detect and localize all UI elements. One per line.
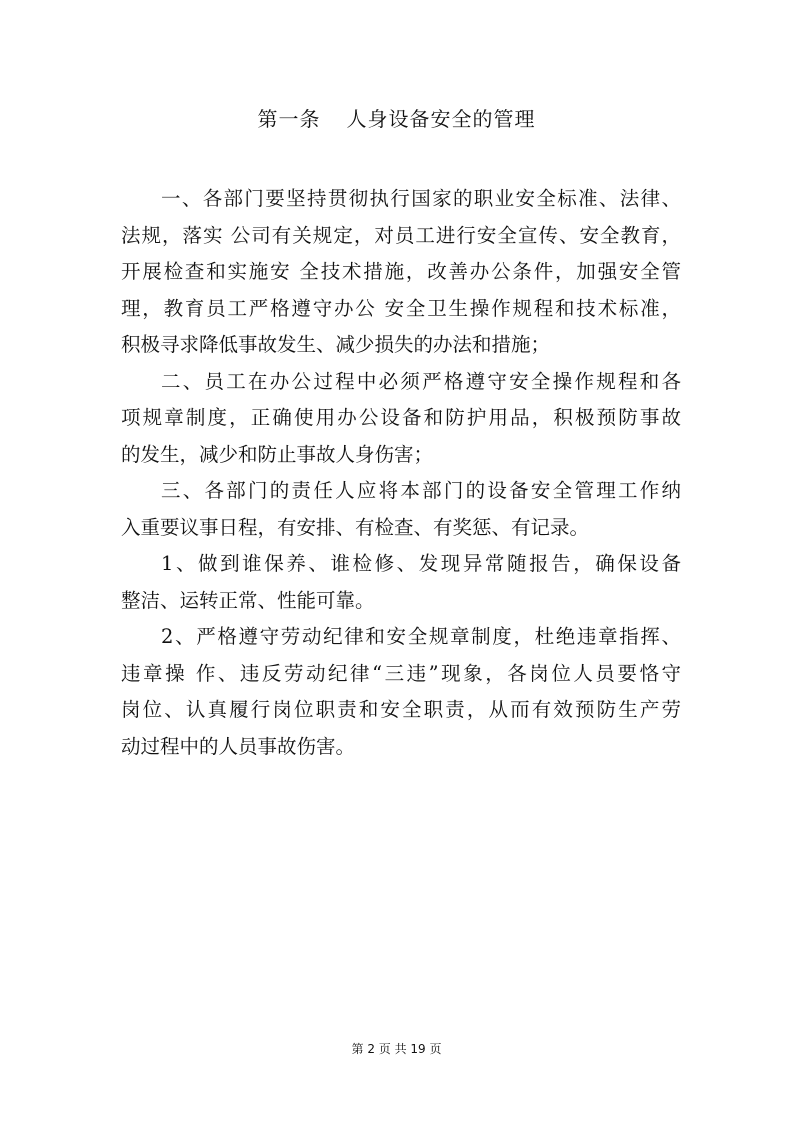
paragraph-5-line-3: 岗位、认真履行岗位职责和安全职责，从而有效预防生产劳 xyxy=(121,698,681,721)
paragraph-5-line-2: 违章操 作、违反劳动纪律“三违”现象，各岗位人员要恪守 xyxy=(121,661,681,685)
paragraph-3-line-2: 入重要议事日程，有安排、有检查、有奖惩、有记录。 xyxy=(121,515,590,539)
paragraph-4-line-2: 整洁、运转正常、性能可靠。 xyxy=(121,588,375,612)
paragraph-1-line-3: 开展检查和实施安 全技术措施，改善办公条件，加强安全管 xyxy=(121,260,681,283)
document-body xyxy=(121,181,681,765)
paragraph-1-line-1: 一、各部门要坚持贯彻执行国家的职业安全标准、法律、 xyxy=(161,187,681,210)
paragraph-4-line-1: 1、做到谁保养、谁检修、发现异常随报告，确保设备 xyxy=(161,552,681,575)
section-number: 第一条 xyxy=(257,107,321,131)
paragraph-2-line-3: 的发生，减少和防止事故人身伤害； xyxy=(121,442,434,466)
paragraph-1-line-5: 积极寻求降低事故发生、减少损失的办法和措施； xyxy=(121,333,551,356)
paragraph-5-line-1: 2、严格遵守劳动纪律和安全规章制度，杜绝违章指挥、 xyxy=(161,625,681,648)
paragraph-1-line-4: 理，教育员工严格遵守办公 安全卫生操作规程和技术标准， xyxy=(121,296,681,320)
paragraph-1-line-2: 法规，落实 公司有关规定，对员工进行安全宣传、安全教育， xyxy=(121,223,681,247)
paragraph-2-line-1: 二、员工在办公过程中必须严格遵守安全操作规程和各 xyxy=(161,369,681,393)
paragraph-5-line-4: 动过程中的人员事故伤害。 xyxy=(121,734,356,758)
paragraph-3-line-1: 三、各部门的责任人应将本部门的设备安全管理工作纳 xyxy=(161,479,681,502)
section-title xyxy=(0,104,793,134)
section-heading: 人身设备安全的管理 xyxy=(346,107,536,131)
page-number-footer: 第 2 页 共 19 页 xyxy=(351,1042,442,1056)
paragraph-2-line-2: 项规章制度，正确使用办公设备和防护用品，积极预防事故 xyxy=(121,406,681,429)
